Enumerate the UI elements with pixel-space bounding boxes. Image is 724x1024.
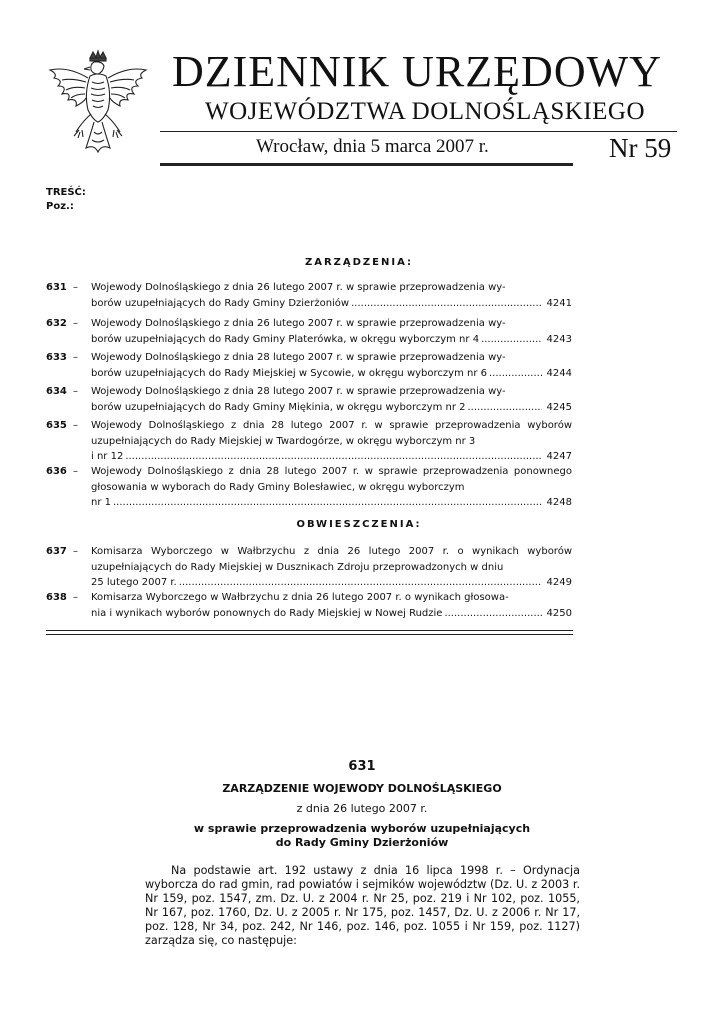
entry-text: Wojewody Dolnośląskiego z dnia 28 lutego 2007 r. w sprawie przeprowadzenia wyborów uzupełniających do Rady Miejskiej w Twardogórze, w okręgu wyborczym nr 3 (91, 420, 572, 447)
leader-dots (481, 332, 542, 348)
entry-text: Komisarza Wyborczego w Wałbrzychu z dnia 26 lutego 2007 r. o wynikach głosowa- (91, 592, 509, 603)
leader-dots (125, 449, 542, 465)
journal-subtitle: WOJEWÓDZTWA DOLNOŚLĄSKIEGO (205, 98, 646, 125)
entry-text-last: nr 1 (91, 497, 111, 508)
entry-text: Wojewody Dolnośląskiego z dnia 28 lutego 2007 r. w sprawie przeprowadzenia wy- (91, 352, 506, 363)
entry-number: 635 (46, 420, 67, 431)
entry-page: 4241 (546, 297, 572, 309)
contents-end-rule-double (46, 634, 573, 635)
toc-entry[interactable] (46, 280, 572, 311)
entry-dash: – (73, 386, 78, 397)
toc-entry[interactable] (46, 384, 572, 415)
entry-text-last: borów uzupełniających do Rady Gminy Platerówka, w okręgu wyborczym nr 4 (91, 333, 480, 345)
entry-dash: – (73, 420, 78, 431)
entry-page: 4244 (546, 367, 572, 379)
place-date: Wrocław, dnia 5 marca 2007 r. (256, 136, 489, 157)
entry-text-last: i nr 12 (91, 451, 124, 462)
polish-eagle-emblem-icon (38, 48, 158, 156)
entry-number: 631 (46, 282, 67, 293)
masthead-rule (160, 131, 677, 132)
entry-page: 4247 (546, 451, 572, 462)
entry-dash: – (73, 592, 78, 603)
entry-dash: – (73, 546, 78, 557)
entry-dash: – (73, 466, 78, 477)
masthead-thick-rule (160, 163, 573, 166)
entry-page: 4243 (546, 333, 572, 345)
entry-text-last: nia i wynikach wyborów ponownych do Rady Miejskiej w Nowej Rudzie (91, 607, 443, 619)
contents-label: TREŚĆ: (46, 187, 86, 198)
leader-dots (444, 606, 542, 622)
leader-dots (351, 296, 542, 312)
entry-text: Wojewody Dolnośląskiego z dnia 26 lutego 2007 r. w sprawie przeprowadzenia wy- (91, 282, 506, 293)
article-number: 631 (348, 759, 376, 774)
entry-text: Wojewody Dolnośląskiego z dnia 26 lutego 2007 r. w sprawie przeprowadzenia wy- (91, 318, 506, 329)
section-heading-announcements: OBWIESZCZENIA: (296, 519, 422, 530)
entry-number: 636 (46, 466, 67, 477)
entry-text-last: borów uzupełniających do Rady Gminy Dzierżoniów (91, 297, 350, 309)
entry-number: 634 (46, 386, 67, 397)
journal-title: DZIENNIK URZĘDOWY (172, 47, 662, 96)
entry-number: 632 (46, 318, 67, 329)
toc-entry[interactable] (46, 590, 572, 621)
contents-end-rule (46, 630, 573, 631)
entry-text: Komisarza Wyborczego w Wałbrzychu z dnia 26 lutego 2007 r. o wynikach wyborów uzupełniających do Rady Miejskiej w Duszniкach Zdroju przeprowadzonych w dniu (91, 546, 572, 573)
leader-dots (489, 366, 542, 382)
article-subject-line1: w sprawie przeprowadzenia wyborów uzupełniających (193, 822, 531, 835)
article-subject-line2: do Rady Gminy Dzierżoniów (275, 836, 449, 849)
leader-dots (113, 495, 542, 511)
entry-page: 4250 (546, 607, 572, 619)
issue-number: Nr 59 (609, 133, 672, 163)
section-heading-orders: ZARZĄDZENIA: (304, 257, 414, 268)
entry-number: 638 (46, 592, 67, 603)
toc-entry[interactable] (46, 464, 572, 511)
entry-dash: – (73, 282, 78, 293)
entry-page: 4249 (546, 577, 572, 588)
position-label: Poz.: (46, 201, 74, 212)
entry-number: 637 (46, 546, 67, 557)
toc-entry[interactable] (46, 418, 572, 465)
entry-text: Wojewody Dolnośląskiego z dnia 28 lutego 2007 r. w sprawie przeprowadzenia wy- (91, 386, 506, 397)
entry-text-last: borów uzupełniających do Rady Miejskiej w Sycowie, w okręgu wyborczym nr 6 (91, 367, 487, 379)
entry-dash: – (73, 318, 78, 329)
entry-number: 633 (46, 352, 67, 363)
toc-entry[interactable] (46, 544, 572, 591)
entry-page: 4245 (546, 401, 572, 413)
entry-text: Wojewody Dolnośląskiego z dnia 28 lutego 2007 r. w sprawie przeprowadzenia ponownego głosowania w wyborach do Rady Gminy Bolesławiec, w okręgu wyborczym (91, 466, 572, 493)
leader-dots (467, 400, 542, 416)
leader-dots (179, 575, 542, 591)
article-date: z dnia 26 lutego 2007 r. (296, 802, 428, 815)
toc-entry[interactable] (46, 350, 572, 381)
article-title: ZARZĄDZENIE WOJEWODY DOLNOŚLĄSKIEGO (222, 782, 502, 795)
entry-page: 4248 (546, 497, 572, 508)
entry-dash: – (73, 352, 78, 363)
entry-text-last: borów uzupełniających do Rady Gminy Miękinia, w okręgu wyborczym nr 2 (91, 401, 466, 413)
toc-entry[interactable] (46, 316, 572, 347)
entry-text-last: 25 lutego 2007 r. (91, 577, 177, 588)
article-body: Na podstawie art. 192 ustawy z dnia 16 lipca 1998 r. – Ordynacja wyborcza do rad gmin, rad powiatów i sejmików województw (Dz. U. z 2003 r. Nr 159, poz. 1547, zm. Dz. U. z 2004 r. Nr 25, poz. 219 i Nr 102, poz. 1055, Nr 167, poz. 1760, Dz. U. z 2005 r. Nr 175, poz. 1457, Dz. U. z 2006 r. Nr 17, poz. 128, Nr 34, poz. 242, Nr 146, poz. 146, poz. 1055 i Nr 159, poz. 1127) zarządza się, co następuje: (145, 864, 580, 947)
